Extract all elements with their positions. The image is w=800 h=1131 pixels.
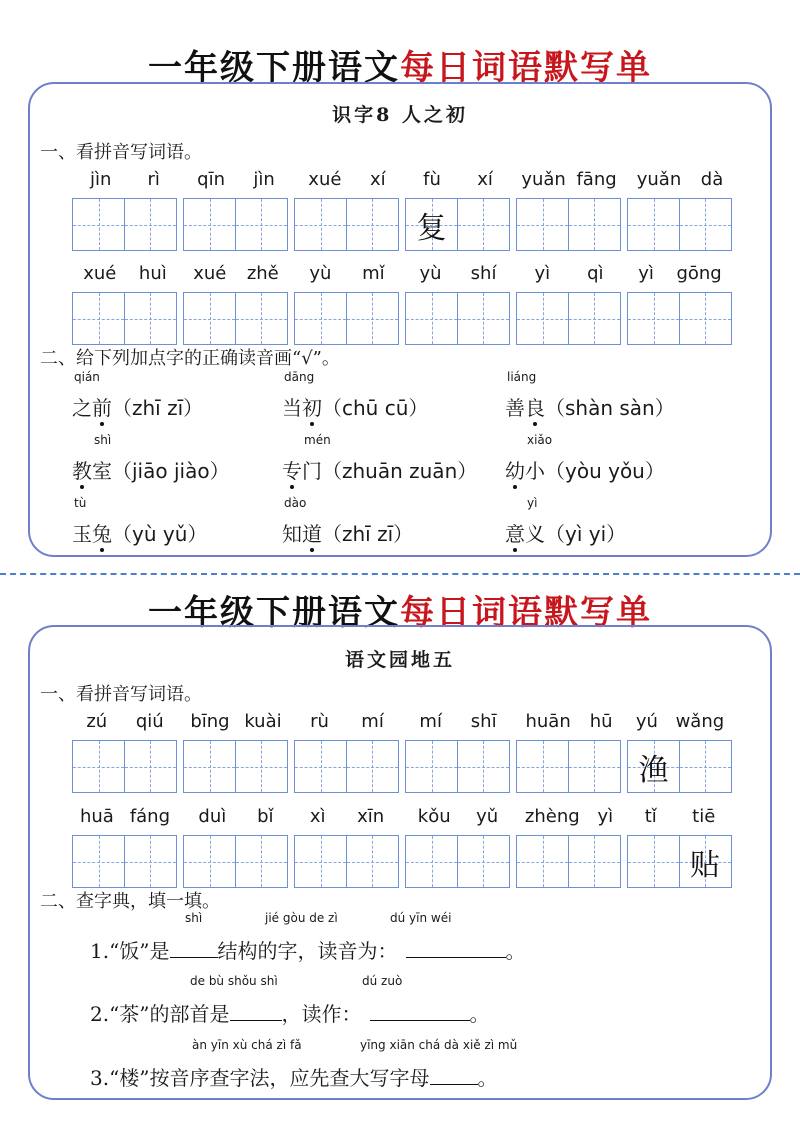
word-group [294,805,400,888]
reading-choice-item [505,433,665,484]
written-character [680,293,731,344]
pinyin-syllable: zú [86,711,108,732]
written-character [125,836,176,887]
pinyin-annotation: dú yīn wéi [390,911,452,925]
emphasis-dot [310,548,314,552]
tianzige-cell[interactable] [235,198,288,251]
pinyin-syllable: kǒu [417,806,451,827]
tianzige-cell[interactable] [294,198,347,251]
written-character [517,293,568,344]
pronunciation-options[interactable]: （zhuān zuān） [322,459,478,483]
written-character [125,293,176,344]
pinyin-syllable: tiē [692,806,716,827]
tianzige-cell[interactable] [405,740,458,793]
pinyin-syllable: fù [423,169,441,190]
pinyin-syllable: zhèng [524,806,580,827]
word-group [516,168,622,251]
pronunciation-options[interactable]: （yòu yǒu） [545,459,665,483]
tianzige-cell[interactable] [72,835,125,888]
pinyin-row [183,710,289,734]
pinyin-syllable: jìn [253,169,275,190]
tianzige-cell[interactable] [679,292,732,345]
pinyin-row [627,710,733,734]
tianzige-cell[interactable] [627,198,680,251]
tianzige-cell[interactable] [346,198,399,251]
pinyin-syllable: dà [700,169,724,190]
tianzige-pair [405,835,511,888]
word-group [294,262,400,345]
reading-choice-item [505,370,675,421]
tianzige-cell[interactable] [124,292,177,345]
answer-blank[interactable] [406,940,506,958]
word-group [405,168,511,251]
written-character [236,836,287,887]
written-character [295,836,346,887]
pinyin-annotation: mén [304,433,331,447]
pinyin-syllable: xí [370,169,386,190]
target-word: 意义 [505,522,545,546]
emphasis-dot [290,485,294,489]
written-character [73,293,124,344]
answer-blank[interactable] [370,1003,470,1021]
emphasis-dot [100,422,104,426]
question-text: 。 [477,1066,498,1090]
answer-blank[interactable] [430,1067,478,1085]
written-character [73,836,124,887]
written-character [458,199,509,250]
pinyin-syllable: yì [597,806,614,827]
written-character [236,199,287,250]
pinyin-syllable: bǐ [257,806,274,827]
tianzige-cell[interactable] [183,740,236,793]
written-character [517,741,568,792]
pinyin-annotation: yì [527,496,538,510]
tianzige-pair [405,292,511,345]
title-red: 每日词语默写单 [400,593,652,633]
tianzige-cell[interactable] [72,198,125,251]
word-group [72,168,178,251]
emphasis-dot [310,422,314,426]
tianzige-pair [516,292,622,345]
pinyin-syllable: mí [419,711,442,732]
title-black: 一年级下册语文 [148,48,400,88]
tianzige-pair [294,835,400,888]
tianzige-pair [627,198,733,251]
tianzige-cell[interactable] [346,835,399,888]
tianzige-cell[interactable] [516,198,569,251]
written-character [628,836,679,887]
written-character [458,741,509,792]
pinyin-annotation: dāng [284,370,315,384]
question-text: 2.“茶”的部首是 [90,1002,230,1026]
written-character [125,741,176,792]
tianzige-cell[interactable] [124,740,177,793]
word-group [72,805,178,888]
question-3 [90,1038,518,1091]
tianzige-cell[interactable] [124,198,177,251]
pinyin-annotation: àn yīn xù chá zì fǎ [192,1038,302,1052]
written-character [236,741,287,792]
pinyin-syllable: yù [419,263,442,284]
pronunciation-options[interactable]: （yù yǔ） [112,522,208,546]
word-group [183,805,289,888]
tianzige-pair [627,292,733,345]
pinyin-syllable: zhě [246,263,279,284]
written-character: 渔 [638,752,669,788]
written-character: 复 [416,210,447,246]
pronunciation-options[interactable]: （jiāo jiào） [112,459,230,483]
word-group [516,805,622,888]
written-character [458,293,509,344]
question-text: 。 [469,1002,490,1026]
tianzige-cell[interactable] [568,740,621,793]
pinyin-row [294,710,400,734]
pinyin-annotation: liáng [507,370,537,384]
tianzige-pair [183,835,289,888]
word-group [72,262,178,345]
tianzige-pair [516,198,622,251]
tianzige-cell[interactable] [183,198,236,251]
pinyin-syllable: wǎng [675,711,725,732]
tianzige-pair [72,292,178,345]
tianzige-pair [627,835,733,888]
tianzige-cell[interactable] [235,292,288,345]
pinyin-annotation: shì [185,911,203,925]
tianzige-pair [72,835,178,888]
tianzige-pair [72,740,178,793]
pinyin-row [516,168,622,192]
word-group [183,168,289,251]
written-character [406,741,457,792]
word-group [627,710,733,793]
pinyin-annotation: qián [74,370,100,384]
pinyin-annotation: dú zuò [362,974,403,988]
pinyin-row [405,710,511,734]
tianzige-cell[interactable] [405,835,458,888]
tianzige-cell[interactable] [516,835,569,888]
pinyin-syllable: yǔ [476,806,499,827]
reading-choice-item [282,433,478,484]
tianzige-cell[interactable] [568,835,621,888]
tianzige-cell[interactable] [568,292,621,345]
word-group [405,710,511,793]
pinyin-syllable: yì [534,263,551,284]
tianzige-pair [183,740,289,793]
pronunciation-options[interactable]: （chū cū） [322,396,429,420]
tianzige-cell[interactable] [294,740,347,793]
worksheet-2 [0,565,800,1125]
question-text: 3.“楼”按音序查字法，应先查大写字母 [90,1066,430,1090]
word-group [405,805,511,888]
pinyin-syllable: mǐ [362,263,385,284]
tianzige-cell[interactable] [627,740,680,793]
pinyin-annotation: xiǎo [527,433,553,447]
pinyin-syllable: fāng [576,169,617,190]
section-heading: 一、看拼音写词语。 [40,684,202,705]
reading-choice-item [282,496,414,547]
title-black: 一年级下册语文 [148,593,400,633]
written-character [680,741,731,792]
tianzige-pair [405,198,511,251]
tianzige-cell[interactable] [457,740,510,793]
pinyin-syllable: xué [308,169,342,190]
pinyin-syllable: xué [193,263,227,284]
emphasis-dot [513,548,517,552]
pinyin-annotation: dào [284,496,307,510]
tianzige-cell[interactable] [679,835,732,888]
pinyin-row [627,805,733,829]
target-word: 知道 [282,522,322,546]
written-character [347,293,398,344]
pinyin-row [405,168,511,192]
pinyin-annotation: yīng xiān chá dà xiě zì mǔ [360,1038,518,1052]
pronunciation-options[interactable]: （zhī zī） [322,522,414,546]
pinyin-row [72,710,178,734]
pinyin-syllable: yì [638,263,654,284]
tianzige-pair [183,292,289,345]
question-text: 。 [505,939,526,963]
tianzige-cell[interactable] [516,740,569,793]
written-character [125,199,176,250]
section-heading: 二、查字典，填一填。 [40,891,220,912]
pinyin-row [516,805,622,829]
pinyin-syllable: jìn [90,169,112,190]
pinyin-row [516,710,622,734]
written-character [347,199,398,250]
emphasis-dot [100,548,104,552]
written-character [517,199,568,250]
tianzige-cell[interactable] [679,740,732,793]
tianzige-cell[interactable] [516,292,569,345]
lesson-title: 语文园地五 [344,649,455,671]
written-character [347,741,398,792]
worksheet-1 [0,0,800,560]
pinyin-syllable: fáng [129,806,171,827]
pinyin-row [183,168,289,192]
pinyin-syllable: xīn [357,806,385,827]
tianzige-cell[interactable] [457,292,510,345]
tianzige-pair [183,198,289,251]
written-character [295,293,346,344]
pinyin-annotation: de bù shǒu shì [190,974,278,988]
target-word: 玉兔 [72,522,112,546]
question-text: ，读作： [281,1002,362,1026]
word-group [516,262,622,345]
pinyin-row [72,168,178,192]
tianzige-cell[interactable] [405,198,458,251]
question-text: 1.“饭”是 [90,939,170,963]
tianzige-cell[interactable] [72,740,125,793]
pinyin-syllable: xì [309,806,326,827]
tianzige-cell[interactable] [294,292,347,345]
pinyin-row [294,168,400,192]
lesson-title: 识字8 人之初 [332,104,468,126]
pinyin-syllable: kuài [244,711,282,732]
pinyin-syllable: hū [589,711,613,732]
tianzige-pair [72,198,178,251]
pinyin-syllable: qiú [135,711,164,732]
written-character [184,741,235,792]
tianzige-cell[interactable] [457,198,510,251]
tianzige-cell[interactable] [568,198,621,251]
pinyin-row [294,805,400,829]
written-character [569,741,620,792]
question-2 [90,974,490,1027]
reading-choice-item [505,496,627,547]
written-character [628,199,679,250]
tianzige-cell[interactable] [346,740,399,793]
pinyin-syllable: yuǎn [636,169,682,190]
word-group [516,710,622,793]
pinyin-row [294,262,400,286]
pinyin-syllable: yú [635,711,658,732]
pinyin-syllable: yù [309,263,332,284]
word-group [627,805,733,888]
emphasis-dot [513,485,517,489]
reading-choice-item [72,370,204,421]
written-character [628,293,679,344]
written-character [73,741,124,792]
tianzige-cell[interactable] [72,292,125,345]
pinyin-row [183,805,289,829]
target-word: 善良 [505,396,545,420]
pinyin-row [72,262,178,286]
written-character [184,836,235,887]
pinyin-row [516,262,622,286]
answer-blank[interactable] [170,940,218,958]
written-character [184,199,235,250]
pinyin-syllable: shī [470,711,497,732]
pinyin-syllable: qīn [197,169,226,190]
written-character [347,836,398,887]
tianzige-pair [294,292,400,345]
word-group [294,168,400,251]
question-1 [90,911,526,964]
pronunciation-options[interactable]: （zhī zī） [112,396,204,420]
tianzige-cell[interactable] [124,835,177,888]
written-character [569,199,620,250]
tianzige-pair [627,740,733,793]
pinyin-syllable: huān [525,711,571,732]
word-group [183,262,289,345]
word-group [405,262,511,345]
pronunciation-options[interactable]: （yì yi） [545,522,627,546]
pinyin-row [627,262,733,286]
tianzige-cell[interactable] [183,292,236,345]
pinyin-syllable: mí [361,711,384,732]
section-heading: 二、给下列加点字的正确读音画“√”。 [40,348,340,369]
pinyin-syllable: bīng [190,711,230,732]
pinyin-syllable: rù [310,711,329,732]
tianzige-cell[interactable] [235,740,288,793]
tianzige-cell[interactable] [346,292,399,345]
emphasis-dot [80,485,84,489]
section-heading: 一、看拼音写词语。 [40,142,202,163]
tianzige-cell[interactable] [627,292,680,345]
written-character [458,836,509,887]
pinyin-row [405,805,511,829]
written-character [569,293,620,344]
word-group [627,262,733,345]
tianzige-pair [405,740,511,793]
pinyin-row [183,262,289,286]
tianzige-cell[interactable] [405,292,458,345]
pinyin-syllable: xí [477,169,493,190]
pinyin-syllable: yuǎn [521,169,566,190]
written-character [406,836,457,887]
pinyin-row [72,805,178,829]
pinyin-row [405,262,511,286]
reading-choice-item [72,496,208,547]
pinyin-syllable: duì [198,806,227,827]
question-text: 结构的字，读音为： [217,939,398,963]
tianzige-cell[interactable] [294,835,347,888]
reading-choice-item [72,433,230,484]
tianzige-pair [294,198,400,251]
written-character [184,293,235,344]
pinyin-annotation: jié gòu de zì [265,911,338,925]
title-red: 每日词语默写单 [400,48,652,88]
tianzige-cell[interactable] [235,835,288,888]
pinyin-annotation: shì [94,433,112,447]
tianzige-pair [294,740,400,793]
target-word: 当初 [282,396,322,420]
word-group [183,710,289,793]
pinyin-row [627,168,733,192]
pinyin-syllable: xué [83,263,117,284]
tianzige-cell[interactable] [679,198,732,251]
written-character [295,199,346,250]
written-character [406,293,457,344]
target-word: 幼小 [505,459,545,483]
written-character [569,836,620,887]
tianzige-pair [516,835,622,888]
word-group [627,168,733,251]
written-character [73,199,124,250]
pronunciation-options[interactable]: （shàn sàn） [545,396,675,420]
emphasis-dot [533,422,537,426]
target-word: 教室 [72,459,112,483]
reading-choice-item [282,370,429,421]
pinyin-syllable: qì [587,263,604,284]
pinyin-syllable: huā [79,806,114,827]
tianzige-cell[interactable] [183,835,236,888]
written-character [517,836,568,887]
written-character [680,199,731,250]
word-group [72,710,178,793]
written-character [295,741,346,792]
pinyin-syllable: gōng [676,263,722,284]
pinyin-syllable: tǐ [644,806,657,827]
target-word: 专门 [282,459,322,483]
word-group [294,710,400,793]
pinyin-syllable: huì [138,263,167,284]
tianzige-cell[interactable] [457,835,510,888]
tianzige-pair [516,740,622,793]
pinyin-syllable: rì [147,169,160,190]
written-character [236,293,287,344]
tianzige-cell[interactable] [627,835,680,888]
pinyin-syllable: shí [470,263,497,284]
target-word: 之前 [72,396,112,420]
answer-blank[interactable] [230,1003,282,1021]
pinyin-annotation: tù [74,496,87,510]
written-character: 贴 [690,847,720,883]
